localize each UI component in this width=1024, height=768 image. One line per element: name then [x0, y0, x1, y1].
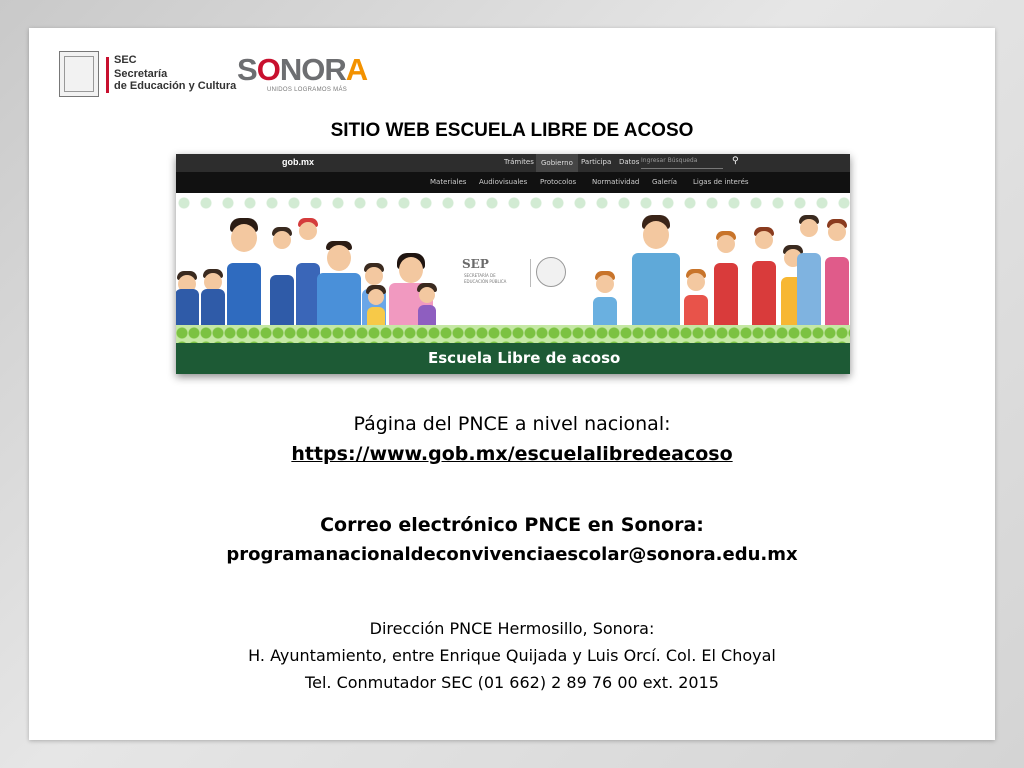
child-figure: [750, 225, 778, 333]
child-figure: [681, 269, 711, 333]
slide: [29, 28, 995, 740]
state-seal-icon: [59, 51, 99, 97]
child-figure: [268, 213, 296, 333]
address-label: Dirección PNCE Hermosillo, Sonora:: [369, 619, 655, 638]
nav-item-participa: Participa: [581, 158, 612, 166]
subnav-audiovisuales: Audiovisuales: [479, 178, 528, 186]
address-line: H. Ayuntamiento, entre Enrique Quijada y Luis Orcí. Col. El Choyal: [248, 646, 776, 665]
banner-illustration: [176, 193, 850, 343]
nav-item-gobierno: Gobierno: [536, 154, 578, 172]
sec-abbr: SEC: [114, 54, 137, 66]
sonora-logo: [237, 54, 372, 96]
email-address: programanacionaldeconvivenciaescolar@sonora.edu.mx: [226, 544, 798, 565]
child-figure: [711, 229, 741, 333]
sub-nav-bar: [176, 172, 850, 193]
nav-item-tramites: Trámites: [504, 158, 534, 166]
sonora-logo-word: SONORA: [237, 52, 368, 87]
child-figure: [178, 253, 196, 333]
banner-caption: Escuela Libre de acoso: [428, 349, 621, 367]
sec-logo: [59, 51, 237, 99]
page-title: SITIO WEB ESCUELA LIBRE DE ACOSO: [330, 120, 694, 141]
child-figure: [200, 245, 226, 333]
sep-logo-text: SEP: [462, 257, 489, 271]
child-figure: [224, 218, 264, 333]
child-figure: [794, 211, 824, 333]
adult-figure: [628, 215, 684, 333]
sec-name-line1: Secretaría: [114, 68, 168, 80]
sec-name-line2: de Educación y Cultura: [114, 80, 237, 92]
leaf-pattern: [176, 193, 850, 215]
sec-divider: [106, 57, 109, 93]
subnav-galeria: Galería: [652, 178, 678, 186]
national-seal-icon: [536, 257, 566, 287]
site-logo: gob.mx: [282, 157, 315, 167]
search-placeholder: Ingresar Búsqueda: [641, 157, 723, 169]
adult-figure: [314, 241, 364, 333]
email-label: Correo electrónico PNCE en Sonora:: [320, 514, 704, 536]
sep-logo-sub2: EDUCACIÓN PÚBLICA: [464, 279, 507, 284]
pnce-link[interactable]: https://www.gob.mx/escuelalibredeacoso: [291, 443, 733, 465]
subnav-materiales: Materiales: [430, 178, 467, 186]
child-figure: [590, 271, 620, 333]
nav-item-datos: Datos: [619, 158, 640, 166]
subnav-protocolos: Protocolos: [540, 178, 577, 186]
top-nav-bar: [176, 154, 850, 172]
banner-caption-bar: [176, 343, 850, 374]
search-icon: ⚲: [732, 156, 739, 166]
sep-logo: [458, 255, 568, 291]
subnav-normatividad: Normatividad: [592, 178, 640, 186]
sep-logo-sub1: SECRETARÍA DE: [464, 273, 496, 278]
website-screenshot: [176, 154, 850, 374]
child-figure: [824, 215, 850, 333]
subnav-ligas: Ligas de interés: [693, 178, 749, 186]
pnce-label: Página del PNCE a nivel nacional:: [353, 413, 671, 435]
address-phone: Tel. Conmutador SEC (01 662) 2 89 76 00 ext. 2015: [305, 673, 719, 692]
sonora-tagline: UNIDOS LOGRAMOS MÁS: [267, 87, 348, 93]
grass-strip: [176, 325, 850, 343]
